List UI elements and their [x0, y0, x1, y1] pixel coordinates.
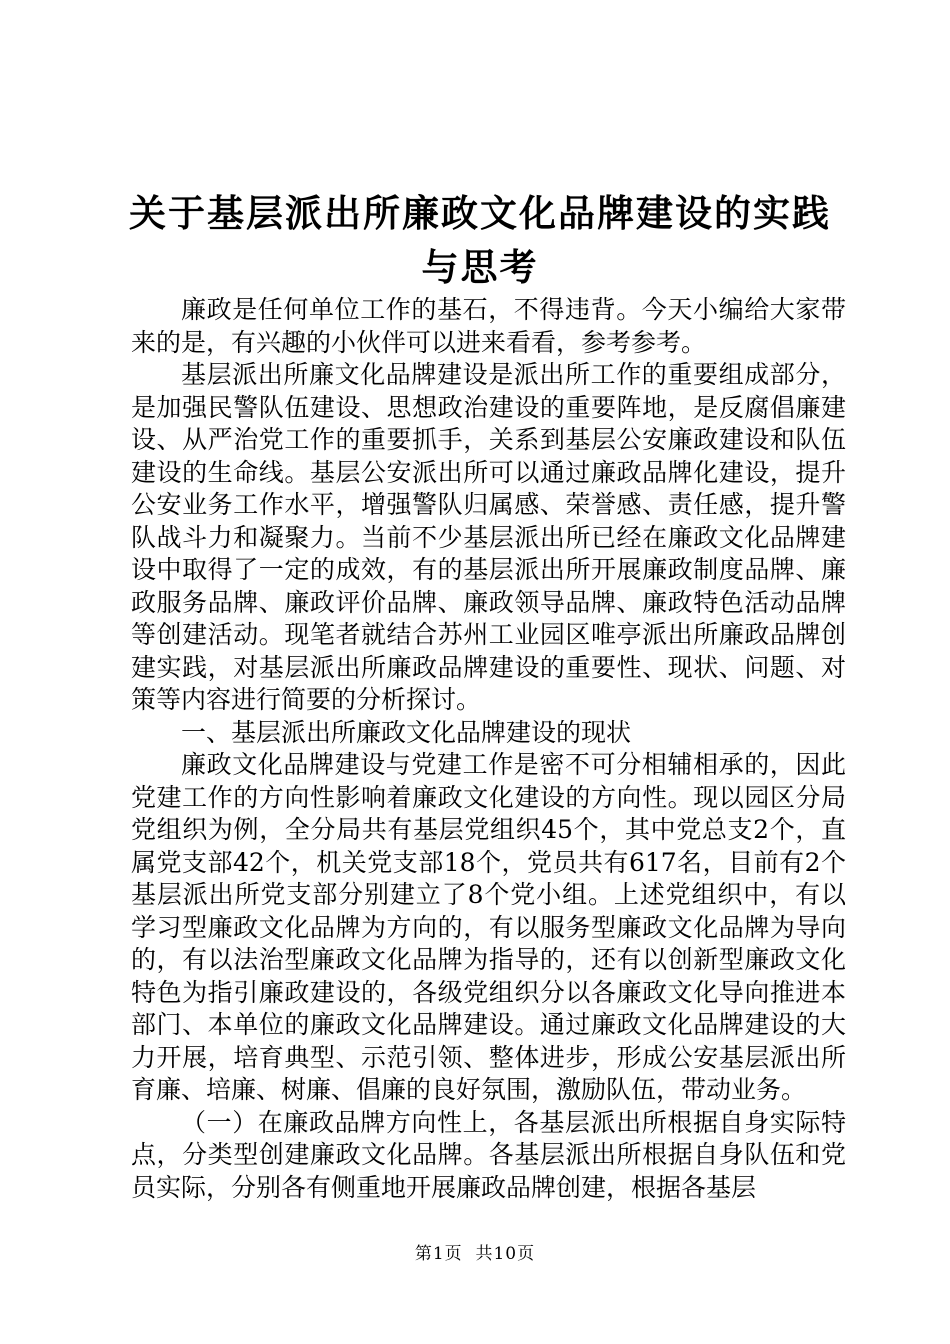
document-body: [131, 294, 846, 1204]
page-footer: [0, 1243, 950, 1265]
section-heading: 一、基层派出所廉政文化品牌建设的现状: [181, 717, 632, 747]
document-title: 关于基层派出所廉政文化品牌建设的实践与思考: [129, 191, 831, 289]
paragraph-status: 廉政文化品牌建设与党建工作是密不可分相辅相承的，因此党建工作的方向性影响着廉政文化建设的方向性。现以园区分局党组织为例，全分局共有基层党组织45个，其中党总支2个，直属党支部42个，机关党支部18个，党员共有617名，目前有2个基层派出所党支部分别建立了8个党小组。上述党组织中，有以学习型廉政文化品牌为方向的，有以服务型廉政文化品牌为导向的，有以法治型廉政文化品牌为指导的，还有以创新型廉政文化特色为指引廉政建设的，各级党组织分以各廉政文化导向推进本部门、本单位的廉政文化品牌建设。通过廉政文化品牌建设的大力开展，培育典型、示范引领、整体进步，形成公安基层派出所育廉、培廉、树廉、倡廉的良好氛围，激励队伍，带动业务。: [131, 750, 846, 1104]
page-number: 第1页 共10页: [414, 1244, 536, 1264]
paragraph-subsection-1: （一）在廉政品牌方向性上，各基层派出所根据自身实际特点，分类型创建廉政文化品牌。各基层派出所根据自身队伍和党员实际，分别各有侧重地开展廉政品牌创建，根据各基层: [131, 1107, 846, 1202]
paragraph-overview: 基层派出所廉文化品牌建设是派出所工作的重要组成部分，是加强民警队伍建设、思想政治建设的重要阵地，是反腐倡廉建设、从严治党工作的重要抓手，关系到基层公安廉政建设和队伍建设的生命线。基层公安派出所可以通过廉政品牌化建设，提升公安业务工作水平，增强警队归属感、荣誉感、责任感，提升警队战斗力和凝聚力。当前不少基层派出所已经在廉政文化品牌建设中取得了一定的成效，有的基层派出所开展廉政制度品牌、廉政服务品牌、廉政评价品牌、廉政领导品牌、廉政特色活动品牌等创建活动。现笔者就结合苏州工业园区唯亭派出所廉政品牌创建实践，对基层派出所廉政品牌建设的重要性、现状、问题、对策等内容进行简要的分析探讨。: [131, 360, 846, 714]
paragraph-intro: 廉政是任何单位工作的基石，不得违背。今天小编给大家带来的是，有兴趣的小伙伴可以进来看看，参考参考。: [131, 295, 846, 357]
